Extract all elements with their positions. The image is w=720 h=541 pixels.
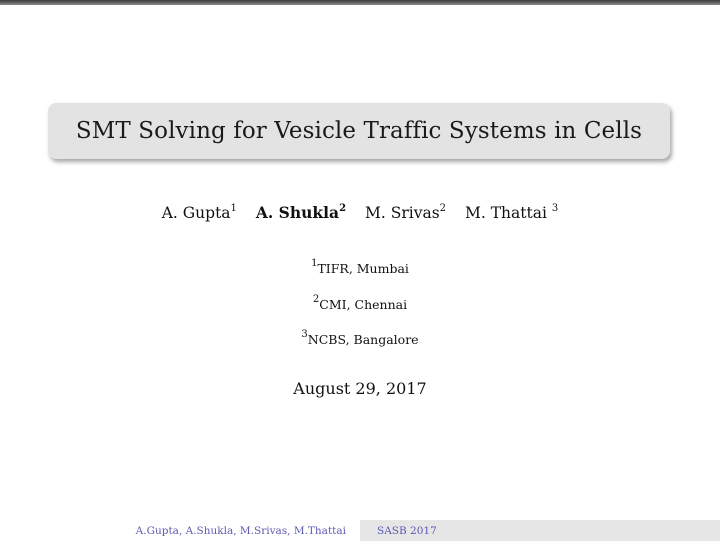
author-affil-mark: 2 [439,203,447,214]
author-3 [365,204,446,222]
affiliation-mark: 2 [312,294,320,305]
author-name: A. Shukla [255,203,340,222]
affiliation-2 [0,294,720,312]
affiliation-1 [0,258,720,276]
affiliation-mark: 1 [311,258,318,269]
affiliation-name: NCBS, Bangalore [307,332,419,347]
author-name: M. Thattai [464,204,547,222]
footer-authors: A.Gupta, A.Shukla, M.Srivas, M.Thattai [135,524,346,537]
author-name: M. Srivas [365,204,440,222]
top-rule [0,0,720,5]
title-block [48,103,670,159]
affiliation-mark: 3 [301,329,308,340]
author-4 [465,204,558,222]
author-name: A. Gupta [161,204,231,222]
affiliation-name: TIFR, Mumbai [317,261,409,276]
presentation-date: August 29, 2017 [293,379,427,398]
author-list [0,203,720,222]
author-affil-mark: 1 [230,203,237,214]
slide-title: SMT Solving for Vesicle Traffic Systems in Cells [75,118,643,144]
author-1 [162,204,237,222]
author-affil-mark: 2 [339,203,347,214]
footer-bar [0,520,720,541]
affiliation-name: CMI, Chennai [319,297,408,312]
author-2 [256,203,346,222]
affiliation-3 [0,329,720,347]
author-affil-mark: 3 [551,203,559,214]
footer-short-title: SASB 2017 [360,520,720,541]
